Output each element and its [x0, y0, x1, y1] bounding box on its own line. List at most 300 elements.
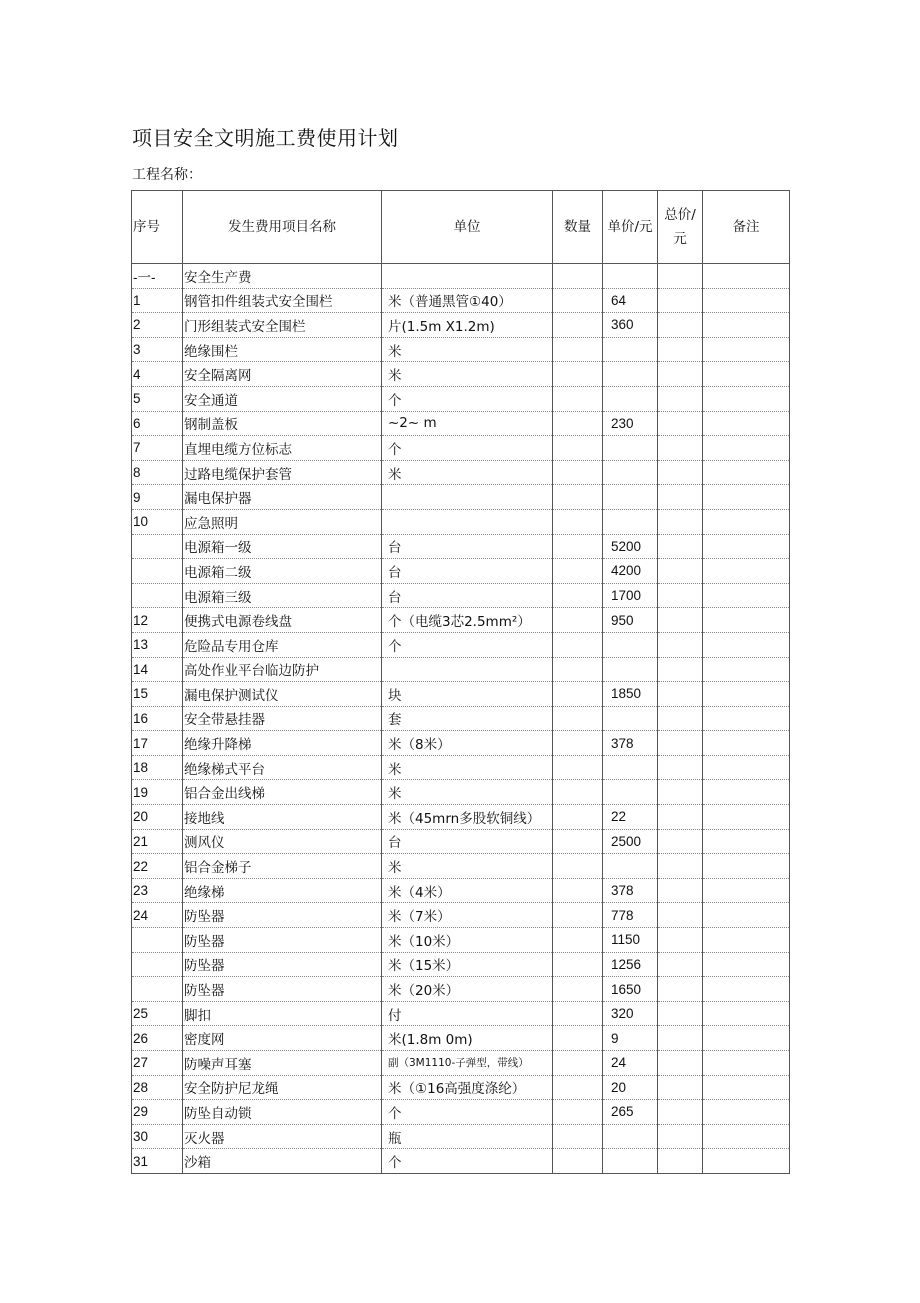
row-number: 19 [132, 780, 183, 805]
table-row [132, 386, 790, 411]
table-row [132, 952, 790, 977]
row-item-name: 安全隔离网 [183, 362, 382, 387]
table-row [132, 805, 790, 830]
row-quantity [553, 928, 603, 953]
row-total-price [658, 1124, 703, 1149]
row-unit: 个 [382, 632, 553, 657]
table-row [132, 485, 790, 510]
row-unit: 米(1.8m 0m) [382, 1026, 553, 1051]
row-unit: 米（①16高强度涤纶） [382, 1075, 553, 1100]
row-total-price [658, 460, 703, 485]
table-row [132, 288, 790, 313]
row-number [132, 559, 183, 584]
table-row [132, 829, 790, 854]
row-number: 30 [132, 1124, 183, 1149]
row-number: 25 [132, 1001, 183, 1026]
row-total-price [658, 1075, 703, 1100]
row-remark [703, 878, 790, 903]
row-total-price [658, 903, 703, 928]
row-unit: 米（45mrn多股软铜线） [382, 805, 553, 830]
row-unit-price: 2500 [603, 829, 658, 854]
row-remark [703, 755, 790, 780]
table-row [132, 977, 790, 1002]
row-total-price [658, 337, 703, 362]
row-remark [703, 264, 790, 289]
row-unit: 个 [382, 1149, 553, 1174]
row-unit-price [603, 1149, 658, 1174]
header-total-price: 总价/元 [658, 191, 703, 264]
row-unit-price: 9 [603, 1026, 658, 1051]
row-number: 16 [132, 706, 183, 731]
row-unit: 米 [382, 755, 553, 780]
row-number: 22 [132, 854, 183, 879]
table-row [132, 1075, 790, 1100]
row-number [132, 583, 183, 608]
table-row [132, 755, 790, 780]
row-unit-price: 1850 [603, 682, 658, 707]
row-quantity [553, 706, 603, 731]
row-unit [382, 657, 553, 682]
row-unit-price [603, 632, 658, 657]
row-unit: 个 [382, 436, 553, 461]
row-quantity [553, 485, 603, 510]
row-quantity [553, 337, 603, 362]
table-row [132, 706, 790, 731]
project-name-label: 工程名称： [132, 167, 202, 183]
row-total-price [658, 632, 703, 657]
row-item-name: 应急照明 [183, 509, 382, 534]
table-row [132, 731, 790, 756]
row-item-name: 安全生产费 [183, 264, 382, 289]
row-remark [703, 928, 790, 953]
table-row [132, 682, 790, 707]
row-quantity [553, 1051, 603, 1076]
row-remark [703, 829, 790, 854]
row-remark [703, 903, 790, 928]
row-unit: 米 [382, 460, 553, 485]
row-unit: 米（10米） [382, 928, 553, 953]
row-number: -一- [132, 264, 183, 289]
row-item-name: 防噪声耳塞 [183, 1051, 382, 1076]
header-quantity: 数量 [553, 191, 603, 264]
row-remark [703, 657, 790, 682]
row-quantity [553, 731, 603, 756]
row-total-price [658, 731, 703, 756]
row-quantity [553, 362, 603, 387]
row-unit: 米（普通黑管①40） [382, 288, 553, 313]
row-item-name: 安全通道 [183, 386, 382, 411]
row-item-name: 脚扣 [183, 1001, 382, 1026]
row-total-price [658, 805, 703, 830]
row-remark [703, 706, 790, 731]
row-number: 13 [132, 632, 183, 657]
row-number: 24 [132, 903, 183, 928]
row-number: 2 [132, 313, 183, 338]
row-quantity [553, 780, 603, 805]
row-remark [703, 977, 790, 1002]
row-unit-price [603, 386, 658, 411]
row-number: 4 [132, 362, 183, 387]
row-unit: 块 [382, 682, 553, 707]
table-row [132, 337, 790, 362]
row-total-price [658, 583, 703, 608]
table-header-row [132, 191, 790, 264]
row-unit-price: 22 [603, 805, 658, 830]
row-item-name: 绝缘升降梯 [183, 731, 382, 756]
row-item-name: 电源箱一级 [183, 534, 382, 559]
row-unit-price [603, 509, 658, 534]
row-quantity [553, 682, 603, 707]
row-item-name: 铝合金出线梯 [183, 780, 382, 805]
row-total-price [658, 1001, 703, 1026]
table-row [132, 509, 790, 534]
row-number: 1 [132, 288, 183, 313]
row-remark [703, 386, 790, 411]
row-unit-price [603, 337, 658, 362]
table-row [132, 903, 790, 928]
row-number: 17 [132, 731, 183, 756]
row-total-price [658, 534, 703, 559]
row-quantity [553, 509, 603, 534]
row-unit: 个 [382, 1100, 553, 1125]
row-quantity [553, 460, 603, 485]
row-number: 3 [132, 337, 183, 362]
row-item-name: 测风仪 [183, 829, 382, 854]
row-quantity [553, 313, 603, 338]
row-total-price [658, 436, 703, 461]
row-item-name: 铝合金梯子 [183, 854, 382, 879]
row-total-price [658, 288, 703, 313]
row-unit: 个 [382, 386, 553, 411]
row-item-name: 沙箱 [183, 1149, 382, 1174]
table-row [132, 608, 790, 633]
row-unit-price [603, 854, 658, 879]
row-unit-price [603, 362, 658, 387]
row-unit: 米 [382, 780, 553, 805]
row-total-price [658, 657, 703, 682]
row-quantity [553, 559, 603, 584]
row-total-price [658, 1100, 703, 1125]
row-number: 18 [132, 755, 183, 780]
row-unit: 台 [382, 583, 553, 608]
row-unit: 副（3M1110-子弹型，带线） [382, 1051, 553, 1076]
row-item-name: 安全带悬挂器 [183, 706, 382, 731]
row-item-name: 过路电缆保护套管 [183, 460, 382, 485]
row-unit: 米（20米） [382, 977, 553, 1002]
row-remark [703, 780, 790, 805]
table-row [132, 313, 790, 338]
row-total-price [658, 755, 703, 780]
row-quantity [553, 436, 603, 461]
row-item-name: 安全防护尼龙绳 [183, 1075, 382, 1100]
row-quantity [553, 1026, 603, 1051]
row-total-price [658, 485, 703, 510]
row-quantity [553, 952, 603, 977]
row-unit: 米 [382, 337, 553, 362]
row-unit: 台 [382, 829, 553, 854]
row-remark [703, 460, 790, 485]
row-unit [382, 264, 553, 289]
row-number: 29 [132, 1100, 183, 1125]
row-remark [703, 805, 790, 830]
table-row [132, 264, 790, 289]
row-unit-price [603, 706, 658, 731]
row-quantity [553, 1001, 603, 1026]
row-remark [703, 1149, 790, 1174]
row-item-name: 灭火器 [183, 1124, 382, 1149]
row-quantity [553, 1149, 603, 1174]
row-quantity [553, 386, 603, 411]
row-item-name: 高处作业平台临边防护 [183, 657, 382, 682]
table-row [132, 362, 790, 387]
row-unit-price: 378 [603, 878, 658, 903]
row-unit: ~2~ m [382, 411, 553, 436]
row-unit-price: 360 [603, 313, 658, 338]
row-item-name: 门形组装式安全围栏 [183, 313, 382, 338]
row-item-name: 钢制盖板 [183, 411, 382, 436]
row-unit-price: 1700 [603, 583, 658, 608]
table-row [132, 559, 790, 584]
row-remark [703, 1051, 790, 1076]
row-unit: 米（15米） [382, 952, 553, 977]
row-unit-price [603, 264, 658, 289]
row-remark [703, 534, 790, 559]
row-item-name: 密度网 [183, 1026, 382, 1051]
row-unit-price: 378 [603, 731, 658, 756]
row-remark [703, 337, 790, 362]
row-quantity [553, 657, 603, 682]
row-unit-price: 778 [603, 903, 658, 928]
row-total-price [658, 313, 703, 338]
table-row [132, 436, 790, 461]
row-total-price [658, 608, 703, 633]
row-quantity [553, 755, 603, 780]
row-remark [703, 1026, 790, 1051]
table-row [132, 928, 790, 953]
row-remark [703, 1001, 790, 1026]
header-unit: 单位 [382, 191, 553, 264]
row-number: 14 [132, 657, 183, 682]
row-unit-price: 950 [603, 608, 658, 633]
row-total-price [658, 1026, 703, 1051]
row-item-name: 便携式电源卷线盘 [183, 608, 382, 633]
row-unit-price: 4200 [603, 559, 658, 584]
row-item-name: 直埋电缆方位标志 [183, 436, 382, 461]
row-item-name: 接地线 [183, 805, 382, 830]
row-quantity [553, 805, 603, 830]
row-unit: 台 [382, 534, 553, 559]
row-quantity [553, 854, 603, 879]
row-unit-price: 20 [603, 1075, 658, 1100]
row-total-price [658, 878, 703, 903]
row-unit-price: 1256 [603, 952, 658, 977]
table-row [132, 632, 790, 657]
row-total-price [658, 780, 703, 805]
row-unit-price: 1150 [603, 928, 658, 953]
row-total-price [658, 706, 703, 731]
row-unit: 片(1.5m X1.2m) [382, 313, 553, 338]
row-number: 23 [132, 878, 183, 903]
row-unit [382, 485, 553, 510]
row-number [132, 928, 183, 953]
row-item-name: 防坠自动锁 [183, 1100, 382, 1125]
header-remark: 备注 [703, 191, 790, 264]
row-number [132, 977, 183, 1002]
row-remark [703, 608, 790, 633]
row-total-price [658, 829, 703, 854]
header-item-name: 发生费用项目名称 [183, 191, 382, 264]
row-number: 15 [132, 682, 183, 707]
table-row [132, 534, 790, 559]
row-item-name: 电源箱三级 [183, 583, 382, 608]
row-unit-price: 64 [603, 288, 658, 313]
row-quantity [553, 264, 603, 289]
row-remark [703, 509, 790, 534]
table-row [132, 1001, 790, 1026]
row-quantity [553, 829, 603, 854]
row-remark [703, 1124, 790, 1149]
row-remark [703, 854, 790, 879]
row-unit-price [603, 460, 658, 485]
row-remark [703, 313, 790, 338]
row-quantity [553, 632, 603, 657]
row-unit-price [603, 780, 658, 805]
row-remark [703, 559, 790, 584]
row-number [132, 534, 183, 559]
row-unit-price [603, 485, 658, 510]
row-total-price [658, 1051, 703, 1076]
row-unit: 套 [382, 706, 553, 731]
row-quantity [553, 1124, 603, 1149]
row-number: 6 [132, 411, 183, 436]
row-number [132, 952, 183, 977]
row-total-price [658, 362, 703, 387]
row-unit [382, 509, 553, 534]
row-quantity [553, 534, 603, 559]
row-unit: 个（电缆3芯2.5mm²） [382, 608, 553, 633]
row-unit: 米（4米） [382, 878, 553, 903]
table-row [132, 1124, 790, 1149]
row-quantity [553, 608, 603, 633]
header-no: 序号 [132, 191, 183, 264]
row-unit-price: 24 [603, 1051, 658, 1076]
row-unit: 米（8米） [382, 731, 553, 756]
row-item-name: 钢管扣件组装式安全围栏 [183, 288, 382, 313]
table-row [132, 854, 790, 879]
row-remark [703, 632, 790, 657]
row-item-name: 漏电保护测试仪 [183, 682, 382, 707]
row-number: 5 [132, 386, 183, 411]
row-number: 20 [132, 805, 183, 830]
row-number: 10 [132, 509, 183, 534]
row-remark [703, 731, 790, 756]
row-item-name: 绝缘梯式平台 [183, 755, 382, 780]
row-number: 7 [132, 436, 183, 461]
row-total-price [658, 386, 703, 411]
row-unit-price [603, 657, 658, 682]
row-unit-price: 5200 [603, 534, 658, 559]
row-total-price [658, 509, 703, 534]
table-row [132, 657, 790, 682]
row-unit-price: 320 [603, 1001, 658, 1026]
row-quantity [553, 411, 603, 436]
row-unit-price: 230 [603, 411, 658, 436]
row-item-name: 漏电保护器 [183, 485, 382, 510]
row-total-price [658, 682, 703, 707]
row-remark [703, 288, 790, 313]
row-unit: 米（7米） [382, 903, 553, 928]
row-total-price [658, 559, 703, 584]
row-remark [703, 362, 790, 387]
row-number: 8 [132, 460, 183, 485]
row-total-price [658, 411, 703, 436]
row-quantity [553, 878, 603, 903]
table-row [132, 780, 790, 805]
row-unit-price [603, 755, 658, 780]
row-total-price [658, 264, 703, 289]
row-number: 21 [132, 829, 183, 854]
cost-plan-table [131, 190, 790, 1174]
row-unit: 付 [382, 1001, 553, 1026]
row-item-name: 防坠器 [183, 903, 382, 928]
row-item-name: 防坠器 [183, 977, 382, 1002]
row-number: 31 [132, 1149, 183, 1174]
page-title: 项目安全文明施工费使用计划 [132, 126, 399, 150]
row-unit-price [603, 1124, 658, 1149]
row-number: 9 [132, 485, 183, 510]
row-quantity [553, 977, 603, 1002]
row-remark [703, 411, 790, 436]
row-unit-price: 1650 [603, 977, 658, 1002]
row-quantity [553, 288, 603, 313]
row-remark [703, 485, 790, 510]
row-total-price [658, 977, 703, 1002]
table-row [132, 1026, 790, 1051]
table-row [132, 1149, 790, 1174]
row-unit: 米 [382, 854, 553, 879]
row-item-name: 电源箱二级 [183, 559, 382, 584]
row-quantity [553, 583, 603, 608]
row-remark [703, 682, 790, 707]
row-total-price [658, 1149, 703, 1174]
row-number: 12 [132, 608, 183, 633]
row-remark [703, 583, 790, 608]
row-unit: 米 [382, 362, 553, 387]
row-number: 26 [132, 1026, 183, 1051]
row-item-name: 防坠器 [183, 952, 382, 977]
row-unit-price [603, 436, 658, 461]
row-unit: 瓶 [382, 1124, 553, 1149]
table-row [132, 878, 790, 903]
row-item-name: 危险品专用仓库 [183, 632, 382, 657]
row-number: 27 [132, 1051, 183, 1076]
header-unit-price: 单价/元 [603, 191, 658, 264]
row-quantity [553, 1075, 603, 1100]
row-unit: 台 [382, 559, 553, 584]
table-row [132, 460, 790, 485]
row-item-name: 防坠器 [183, 928, 382, 953]
table-row [132, 583, 790, 608]
row-remark [703, 1100, 790, 1125]
row-item-name: 绝缘梯 [183, 878, 382, 903]
row-quantity [553, 1100, 603, 1125]
row-remark [703, 1075, 790, 1100]
table-row [132, 1051, 790, 1076]
row-item-name: 绝缘围栏 [183, 337, 382, 362]
table-row [132, 411, 790, 436]
row-remark [703, 952, 790, 977]
row-total-price [658, 854, 703, 879]
